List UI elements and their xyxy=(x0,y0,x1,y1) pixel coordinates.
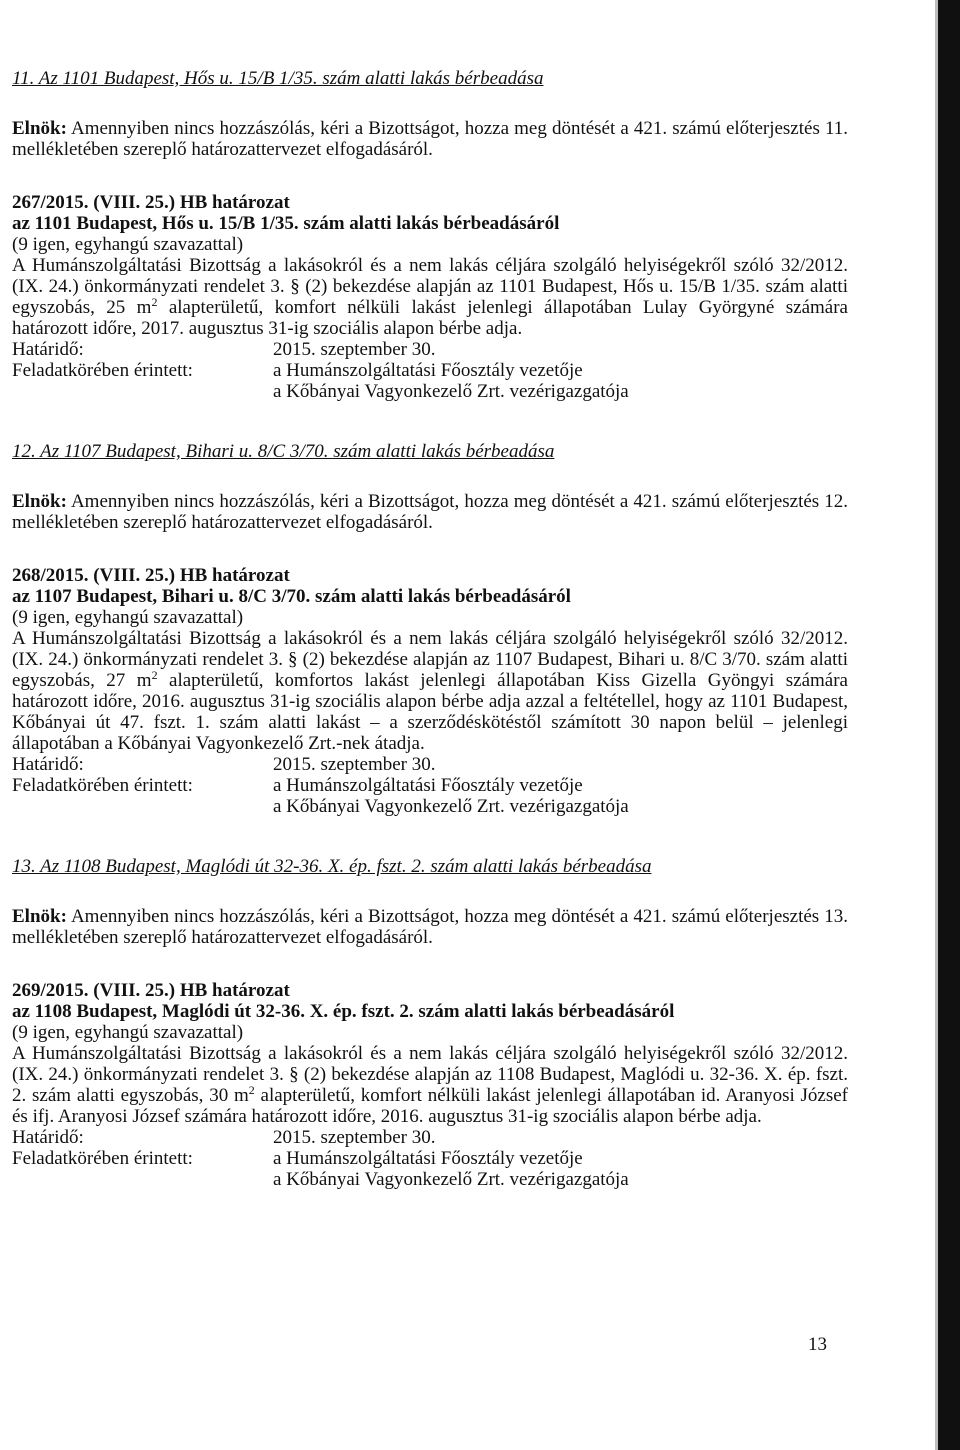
deadline-label: Határidő: xyxy=(12,754,84,775)
responsible-row-2 xyxy=(12,1169,848,1190)
chair-text: Amennyiben nincs hozzászólás, kéri a Bizottságot, hozza meg döntését a 421. számú előterjesztés 11. mellékletében szereplő határozattervezet elfogadásáról. xyxy=(12,118,849,160)
responsible-2: a Kőbányai Vagyonkezelő Zrt. vezérigazgatója xyxy=(273,381,629,402)
resolution-body: A Humánszolgáltatási Bizottság a lakásokról és a nem lakás céljára szolgáló helyiségekről szóló 32/2012. (IX. 24.) önkormányzati rendelet 3. § (2) bekezdése alapján az 1108 Budapest, Maglódi u. 32-36. X. ép. fszt. 2. szám alatti egyszobás, 30 $m^2$ alapterületű, komfort nélküli lakást jelenlegi állapotában id. Aranyosi József és ifj. Aranyosi József számára határozott időre, 2016. augusztus 31-ig szociális alapon bérbe adja. xyxy=(12,1043,849,1127)
responsible-row xyxy=(12,1148,848,1169)
resolution xyxy=(12,980,848,1190)
responsible-row xyxy=(12,360,848,381)
deadline-value: 2015. szeptember 30. xyxy=(273,1127,436,1148)
page-number: 13 xyxy=(808,1334,827,1355)
chair-label: Elnök: xyxy=(12,491,67,512)
vote-result: (9 igen, egyhangú szavazattal) xyxy=(12,234,244,255)
resolution-subject: az 1107 Budapest, Bihari u. 8/C 3/70. szám alatti lakás bérbeadásáról xyxy=(12,586,571,607)
chair-statement xyxy=(12,118,848,160)
resolution xyxy=(12,192,848,402)
deadline-value: 2015. szeptember 30. xyxy=(273,339,436,360)
responsible-label: Feladatkörében érintett: xyxy=(12,360,193,381)
superscript: 2 xyxy=(151,295,158,309)
responsible-row xyxy=(12,775,848,796)
resolution-subject: az 1101 Budapest, Hős u. 15/B 1/35. szám alatti lakás bérbeadásáról xyxy=(12,213,560,234)
chair-statement xyxy=(12,491,848,533)
resolution-number: 269/2015. (VIII. 25.) HB határozat xyxy=(12,980,290,1001)
resolution-subject: az 1108 Budapest, Maglódi út 32-36. X. ép. fszt. 2. szám alatti lakás bérbeadásáról xyxy=(12,1001,675,1022)
responsible-1: a Humánszolgáltatási Főosztály vezetője xyxy=(273,360,583,381)
resolution-body: A Humánszolgáltatási Bizottság a lakásokról és a nem lakás céljára szolgáló helyiségekről szóló 32/2012. (IX. 24.) önkormányzati rendelet 3. § (2) bekezdése alapján az 1107 Budapest, Bihari u. 8/C 3/70. szám alatti egyszobás, 27 $m^2$ alapterületű, komfortos lakást jelenlegi állapotában Kiss Gizella Gyöngyi számára határozott időre, 2016. augusztus 31-ig szociális alapon bérbe adja azzal a feltétellel, hogy az 1101 Budapest, Kőbányai út 47. fszt. 1. szám alatti lakást – a szerződéskötéstől számított 30 napon belül – jelenlegi állapotában a Kőbányai Vagyonkezelő Zrt.-nek átadja. xyxy=(12,628,848,754)
agenda-item-11 xyxy=(12,68,848,402)
deadline-row xyxy=(12,1127,848,1148)
responsible-row-2 xyxy=(12,796,848,817)
resolution-body: A Humánszolgáltatási Bizottság a lakásokról és a nem lakás céljára szolgáló helyiségekről szóló 32/2012. (IX. 24.) önkormányzati rendelet 3. § (2) bekezdése alapján az 1101 Budapest, Hős u. 15/B 1/35. szám alatti egyszobás, 25 $m^2$ alapterületű, komfort nélküli lakást jelenlegi állapotában Lulay Györgyné számára határozott időre, 2017. augusztus 31-ig szociális alapon bérbe adja. xyxy=(12,255,848,339)
responsible-row-2 xyxy=(12,381,848,402)
deadline-label: Határidő: xyxy=(12,1127,84,1148)
resolution-number: 267/2015. (VIII. 25.) HB határozat xyxy=(12,192,290,213)
agenda-item-title: 11. Az 1101 Budapest, Hős u. 15/B 1/35. szám alatti lakás bérbeadása xyxy=(12,68,544,89)
chair-text: Amennyiben nincs hozzászólás, kéri a Bizottságot, hozza meg döntését a 421. számú előterjesztés 12. mellékletében szereplő határozattervezet elfogadásáról. xyxy=(12,491,849,533)
deadline-row xyxy=(12,339,848,360)
chair-text: Amennyiben nincs hozzászólás, kéri a Bizottságot, hozza meg döntését a 421. számú előterjesztés 13. mellékletében szereplő határozattervezet elfogadásáról. xyxy=(12,906,849,948)
deadline-row xyxy=(12,754,848,775)
responsible-1: a Humánszolgáltatási Főosztály vezetője xyxy=(273,775,583,796)
superscript: 2 xyxy=(151,668,158,682)
vote-result: (9 igen, egyhangú szavazattal) xyxy=(12,607,244,628)
responsible-label: Feladatkörében érintett: xyxy=(12,1148,193,1169)
scan-edge-border xyxy=(938,0,960,1450)
chair-label: Elnök: xyxy=(12,906,67,927)
agenda-item-title: 13. Az 1108 Budapest, Maglódi út 32-36. X. ép. fszt. 2. szám alatti lakás bérbeadása xyxy=(12,856,652,877)
chair-label: Elnök: xyxy=(12,118,67,139)
agenda-item-12 xyxy=(12,441,848,817)
agenda-item-title: 12. Az 1107 Budapest, Bihari u. 8/C 3/70. szám alatti lakás bérbeadása xyxy=(12,441,555,462)
document-page xyxy=(12,68,848,1229)
deadline-value: 2015. szeptember 30. xyxy=(273,754,436,775)
responsible-label: Feladatkörében érintett: xyxy=(12,775,193,796)
responsible-1: a Humánszolgáltatási Főosztály vezetője xyxy=(273,1148,583,1169)
resolution-number: 268/2015. (VIII. 25.) HB határozat xyxy=(12,565,290,586)
resolution xyxy=(12,565,848,817)
deadline-label: Határidő: xyxy=(12,339,84,360)
responsible-2: a Kőbányai Vagyonkezelő Zrt. vezérigazgatója xyxy=(273,1169,629,1190)
chair-statement xyxy=(12,906,848,948)
agenda-item-13 xyxy=(12,856,848,1190)
responsible-2: a Kőbányai Vagyonkezelő Zrt. vezérigazgatója xyxy=(273,796,629,817)
superscript: 2 xyxy=(248,1083,255,1097)
vote-result: (9 igen, egyhangú szavazattal) xyxy=(12,1022,244,1043)
